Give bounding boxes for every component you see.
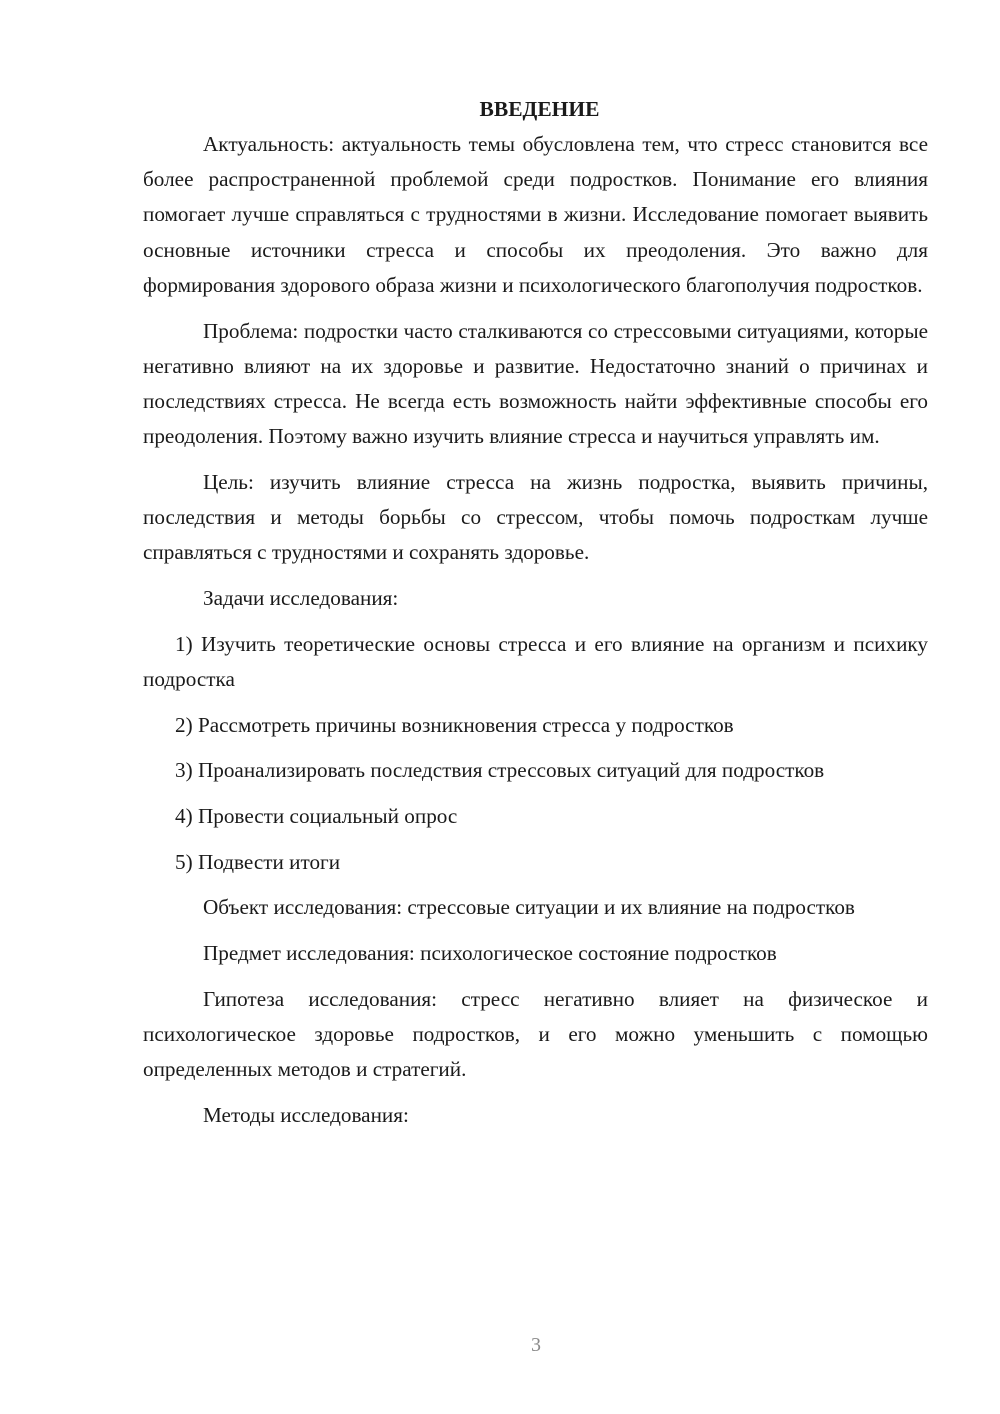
paragraph-methods: Методы исследования:: [203, 1102, 409, 1127]
paragraph-problem: Проблема: подростки часто сталкиваются со стрессовыми ситуациями, которые негативно влияют на их здоровье и развитие. Недостаточно знаний о причинах и последствиях стресса. Не всегда есть возможность найти эффективные способы его преодоления. Поэтому важно изучить влияние стресса и научиться управлять им.: [143, 318, 928, 449]
paragraph-object: Объект исследования: стрессовые ситуации и их влияние на подростков: [203, 895, 855, 920]
page-number: 3: [531, 1334, 541, 1356]
paragraph-goal: Цель: изучить влияние стресса на жизнь подростка, выявить причины, последствия и методы борьбы со стрессом, чтобы помочь подросткам лучше справляться с трудностями и сохранять здоровье.: [143, 469, 928, 565]
task-item-4: 4) Провести социальный опрос: [175, 803, 458, 828]
paragraph-subject: Предмет исследования: психологическое состояние подростков: [203, 941, 777, 966]
paragraph-hypothesis: Гипотеза исследования: стресс негативно влияет на физическое и психологическое здоровье подростков, и его можно уменьшить с помощью определенных методов и стратегий.: [143, 986, 928, 1082]
task-item-3: 3) Проанализировать последствия стрессовых ситуаций для подростков: [175, 758, 825, 783]
page-content: [143, 92, 928, 1144]
task-item-2: 2) Рассмотреть причины возникновения стресса у подростков: [175, 712, 734, 737]
page-title: ВВЕДЕНИЕ: [479, 97, 600, 121]
paragraph-tasks-heading: Задачи исследования:: [203, 585, 399, 610]
task-item-5: 5) Подвести итоги: [175, 849, 341, 874]
paragraph-relevance: Актуальность: актуальность темы обусловлена тем, что стресс становится все более распространенной проблемой среди подростков. Понимание его влияния помогает лучше справляться с трудностями в жизни. Исследование помогает выявить основные источники стресса и способы их преодоления. Это важно для формирования здорового образа жизни и психологического благополучия подростков.: [143, 132, 928, 297]
task-item-1: 1) Изучить теоретические основы стресса и его влияние на организм и психику подростка: [143, 631, 928, 691]
